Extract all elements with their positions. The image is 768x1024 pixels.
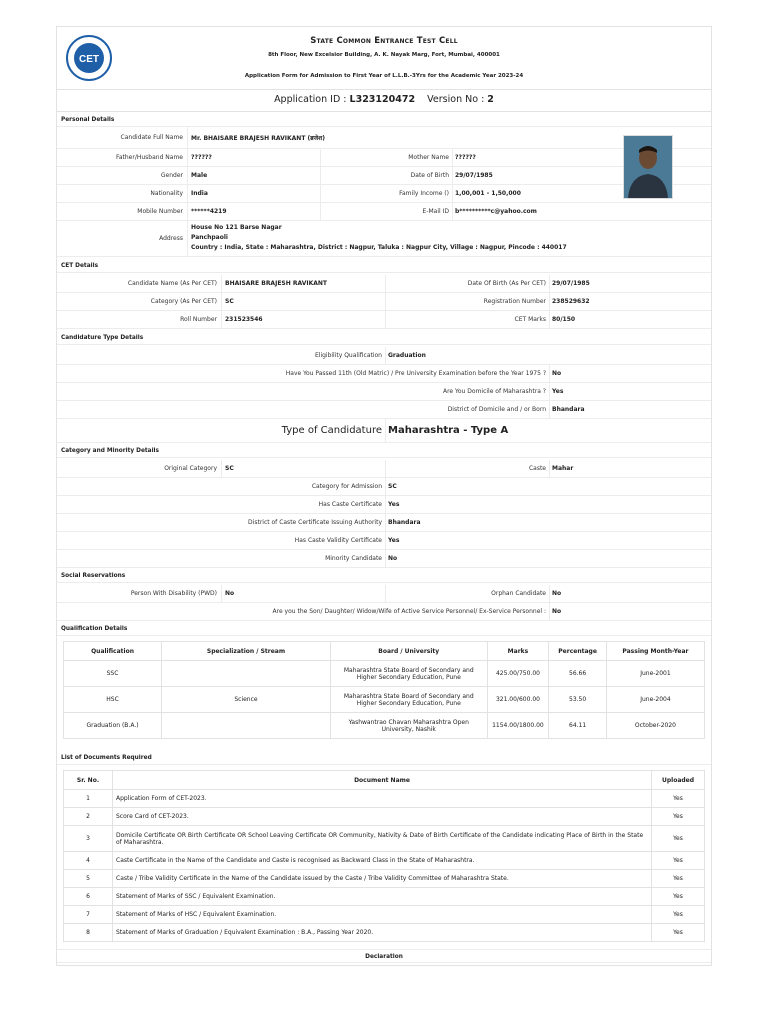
section-qualification: Qualification Details — [57, 622, 711, 636]
elig-label: Eligibility Qualification — [314, 352, 382, 359]
table-cell: 7 — [64, 906, 113, 924]
address-label: Address — [159, 235, 183, 242]
table-cell: Statement of Marks of Graduation / Equivalent Examination : B.A., Passing Year 2020. — [113, 924, 652, 942]
table-row — [64, 826, 705, 852]
qual-col-header: Passing Month-Year — [606, 642, 704, 661]
minority-value: No — [388, 555, 398, 562]
table-cell: Yes — [652, 870, 705, 888]
table-row — [64, 808, 705, 826]
table-cell — [162, 713, 331, 739]
mobile-label: Mobile Number — [137, 208, 183, 215]
table-cell: 6 — [64, 888, 113, 906]
table-row — [64, 852, 705, 870]
form-title: Application Form for Admission to First Year of L.L.B.-3Yrs for the Academic Year 2023-24 — [244, 73, 524, 79]
table-cell: 1 — [64, 790, 113, 808]
cert-district-value: Bhandara — [388, 519, 421, 526]
table-cell: HSC — [64, 687, 162, 713]
qualification-header-row — [64, 642, 705, 661]
qualification-table — [63, 641, 705, 739]
cet-marks-value: 80/150 — [552, 316, 576, 323]
application-form — [56, 26, 712, 966]
father-value: ?????? — [191, 154, 212, 161]
cet-name-label: Candidate Name (As Per CET) — [127, 280, 217, 287]
domicile-district-label: District of Domicile and / or Born — [447, 406, 546, 413]
table-cell: Science — [162, 687, 331, 713]
row-admission-category — [57, 478, 711, 496]
row-matric — [57, 365, 711, 383]
row-nationality-income — [57, 185, 711, 203]
dob-label: Date of Birth — [410, 172, 449, 179]
cet-category-value: SC — [225, 298, 234, 305]
row-validity — [57, 532, 711, 550]
row-candidature-type — [57, 419, 711, 443]
row-minority — [57, 550, 711, 568]
section-personal-details: Personal Details — [57, 113, 711, 127]
mother-value: ?????? — [455, 154, 476, 161]
full-name-value: Mr. BHAISARE BRAJESH RAVIKANT (ब्रजेश) — [191, 135, 325, 142]
qual-col-header: Percentage — [549, 642, 607, 661]
row-domicile — [57, 383, 711, 401]
table-cell: Application Form of CET-2023. — [113, 790, 652, 808]
caste-cert-value: Yes — [388, 501, 400, 508]
table-row — [64, 924, 705, 942]
cet-roll-label: Roll Number — [180, 316, 217, 323]
elig-value: Graduation — [388, 352, 426, 359]
full-name-label: Candidate Full Name — [120, 134, 183, 141]
cet-dob-value: 29/07/1985 — [552, 280, 590, 287]
validity-label: Has Caste Validity Certificate — [294, 537, 382, 544]
row-cet-category — [57, 293, 711, 311]
version-value: 2 — [487, 94, 494, 105]
cet-reg-label: Registration Number — [483, 298, 546, 305]
org-name: State Common Entrance Test Cell — [310, 36, 458, 46]
orig-category-value: SC — [225, 465, 234, 472]
qual-col-header: Qualification — [64, 642, 162, 661]
table-cell: Score Card of CET-2023. — [113, 808, 652, 826]
table-cell: Maharashtra State Board of Secondary and Higher Secondary Education, Pune — [330, 661, 487, 687]
section-social: Social Reservations — [57, 569, 711, 583]
nationality-value: India — [191, 190, 208, 197]
gender-value: Male — [191, 172, 208, 179]
domicile-label: Are You Domicile of Maharashtra ? — [442, 388, 546, 395]
email-value: b**********c@yahoo.com — [455, 208, 537, 215]
row-full-name — [57, 127, 711, 149]
table-row — [64, 906, 705, 924]
row-caste-cert — [57, 496, 711, 514]
version-label: Version No : — [427, 94, 488, 105]
father-label: Father/Husband Name — [115, 154, 183, 161]
app-id-value: L323120472 — [349, 94, 416, 105]
table-row — [64, 790, 705, 808]
orphan-value: No — [552, 590, 562, 597]
section-category: Category and Minority Details — [57, 444, 711, 458]
table-cell: Yes — [652, 906, 705, 924]
table-row — [64, 687, 705, 713]
nationality-label: Nationality — [150, 190, 183, 197]
cet-dob-label: Date Of Birth (As Per CET) — [467, 280, 546, 287]
cet-reg-value: 238529632 — [552, 298, 590, 305]
table-cell: Caste Certificate in the Name of the Candidate and Caste is recognised as Backward Class in the State of Maharashtra. — [113, 852, 652, 870]
table-cell: 8 — [64, 924, 113, 942]
mother-label: Mother Name — [408, 154, 449, 161]
matric-value: No — [552, 370, 562, 377]
table-cell: 64.11 — [549, 713, 607, 739]
table-cell: Yes — [652, 826, 705, 852]
table-cell: Graduation (B.A.) — [64, 713, 162, 739]
qual-col-header: Board / University — [330, 642, 487, 661]
table-cell: Statement of Marks of SSC / Equivalent Examination. — [113, 888, 652, 906]
service-value: No — [552, 608, 562, 615]
matric-label: Have You Passed 11th (Old Matric) / Pre University Examination before the Year 1975 ? — [285, 370, 546, 377]
documents-header-row — [64, 771, 705, 790]
income-value: 1,00,001 - 1,50,000 — [455, 190, 521, 197]
row-service — [57, 603, 711, 621]
table-cell: Yes — [652, 790, 705, 808]
row-cet-roll — [57, 311, 711, 329]
caste-cert-label: Has Caste Certificate — [318, 501, 382, 508]
cet-category-label: Category (As Per CET) — [150, 298, 217, 305]
table-cell: Yes — [652, 808, 705, 826]
table-cell: 5 — [64, 870, 113, 888]
row-pwd — [57, 585, 711, 603]
table-cell: 3 — [64, 826, 113, 852]
table-row — [64, 661, 705, 687]
cet-marks-label: CET Marks — [514, 316, 546, 323]
table-cell: Caste / Tribe Validity Certificate in the Name of the Candidate issued by the Caste / Tribe Validity Committee of Maharashtra State. — [113, 870, 652, 888]
row-gender-dob — [57, 167, 711, 185]
documents-table — [63, 770, 705, 942]
table-cell: Yes — [652, 888, 705, 906]
admission-category-label: Category for Admission — [311, 483, 382, 490]
candidature-type-value: Maharashtra - Type A — [388, 425, 509, 436]
table-cell: June-2001 — [606, 661, 704, 687]
table-cell: Yashwantrao Chavan Maharashtra Open University, Nashik — [330, 713, 487, 739]
section-candidature: Candidature Type Details — [57, 331, 711, 345]
doc-col-header: Sr. No. — [64, 771, 113, 790]
orphan-label: Orphan Candidate — [491, 590, 546, 597]
table-cell: 2 — [64, 808, 113, 826]
table-cell: 425.00/750.00 — [487, 661, 549, 687]
minority-label: Minority Candidate — [325, 555, 382, 562]
qual-col-header: Specialization / Stream — [162, 642, 331, 661]
table-cell: October-2020 — [606, 713, 704, 739]
dob-value: 29/07/1985 — [455, 172, 493, 179]
application-id-bar — [57, 89, 711, 112]
form-header — [57, 27, 711, 90]
domicile-district-value: Bhandara — [552, 406, 585, 413]
table-row — [64, 713, 705, 739]
table-cell: Statement of Marks of HSC / Equivalent Examination. — [113, 906, 652, 924]
caste-value: Mahar — [552, 465, 574, 472]
row-eligibility — [57, 347, 711, 365]
address-line1: House No 121 Barse Nagar — [191, 224, 282, 231]
org-address: 8th Floor, New Excelsior Building, A. K. Nayak Marg, Fort, Mumbai, 400001 — [268, 52, 500, 58]
qual-col-header: Marks — [487, 642, 549, 661]
address-line2: Panchpaoli — [191, 234, 228, 241]
mobile-value: ******4219 — [191, 208, 227, 215]
logo-text: CET — [79, 54, 99, 65]
row-cet-name — [57, 275, 711, 293]
cet-roll-value: 231523546 — [225, 316, 263, 323]
declaration-heading: Declaration — [57, 949, 711, 963]
caste-label: Caste — [528, 465, 546, 472]
cert-district-label: District of Caste Certificate Issuing Authority — [248, 519, 382, 526]
address-line3: Country : India, State : Maharashtra, District : Nagpur, Taluka : Nagpur City, Village : Nagpur, Pincode : 440017 — [191, 244, 567, 251]
row-orig-category — [57, 460, 711, 478]
table-cell: Yes — [652, 852, 705, 870]
validity-value: Yes — [388, 537, 400, 544]
table-row — [64, 870, 705, 888]
table-row — [64, 888, 705, 906]
cet-name-value: BHAISARE BRAJESH RAVIKANT — [225, 280, 327, 287]
table-cell: 1154.00/1800.00 — [487, 713, 549, 739]
table-cell: Domicile Certificate OR Birth Certificate OR School Leaving Certificate OR Community, Nativity & Date of Birth Certificate of the Candidate indicating Place of Birth in the State of Maharashtra. — [113, 826, 652, 852]
row-mobile-email — [57, 203, 711, 221]
table-cell: June-2004 — [606, 687, 704, 713]
admission-category-value: SC — [388, 483, 397, 490]
doc-col-header: Document Name — [113, 771, 652, 790]
table-cell — [162, 661, 331, 687]
table-cell: 56.66 — [549, 661, 607, 687]
row-address — [57, 221, 711, 257]
table-cell: SSC — [64, 661, 162, 687]
gender-label: Gender — [160, 172, 183, 179]
service-label: Are you the Son/ Daughter/ Widow/Wife of Active Service Personnel/ Ex-Service Personnel : — [272, 608, 546, 615]
app-id-label: Application ID : — [274, 94, 350, 105]
section-documents: List of Documents Required — [57, 751, 711, 765]
row-cert-district — [57, 514, 711, 532]
income-label: Family Income () — [399, 190, 449, 197]
table-cell: 53.50 — [549, 687, 607, 713]
table-cell: Maharashtra State Board of Secondary and Higher Secondary Education, Pune — [330, 687, 487, 713]
doc-col-header: Uploaded — [652, 771, 705, 790]
candidate-photo — [623, 135, 673, 199]
row-parents — [57, 149, 711, 167]
section-cet-details: CET Details — [57, 259, 711, 273]
orig-category-label: Original Category — [164, 465, 217, 472]
pwd-label: Person With Disability (PWD) — [130, 590, 217, 597]
pwd-value: No — [225, 590, 235, 597]
table-cell: 321.00/600.00 — [487, 687, 549, 713]
table-cell: 4 — [64, 852, 113, 870]
domicile-value: Yes — [552, 388, 564, 395]
row-domicile-district — [57, 401, 711, 419]
table-cell: Yes — [652, 924, 705, 942]
email-label: E-Mail ID — [422, 208, 449, 215]
candidature-type-label: Type of Candidature — [281, 425, 382, 436]
